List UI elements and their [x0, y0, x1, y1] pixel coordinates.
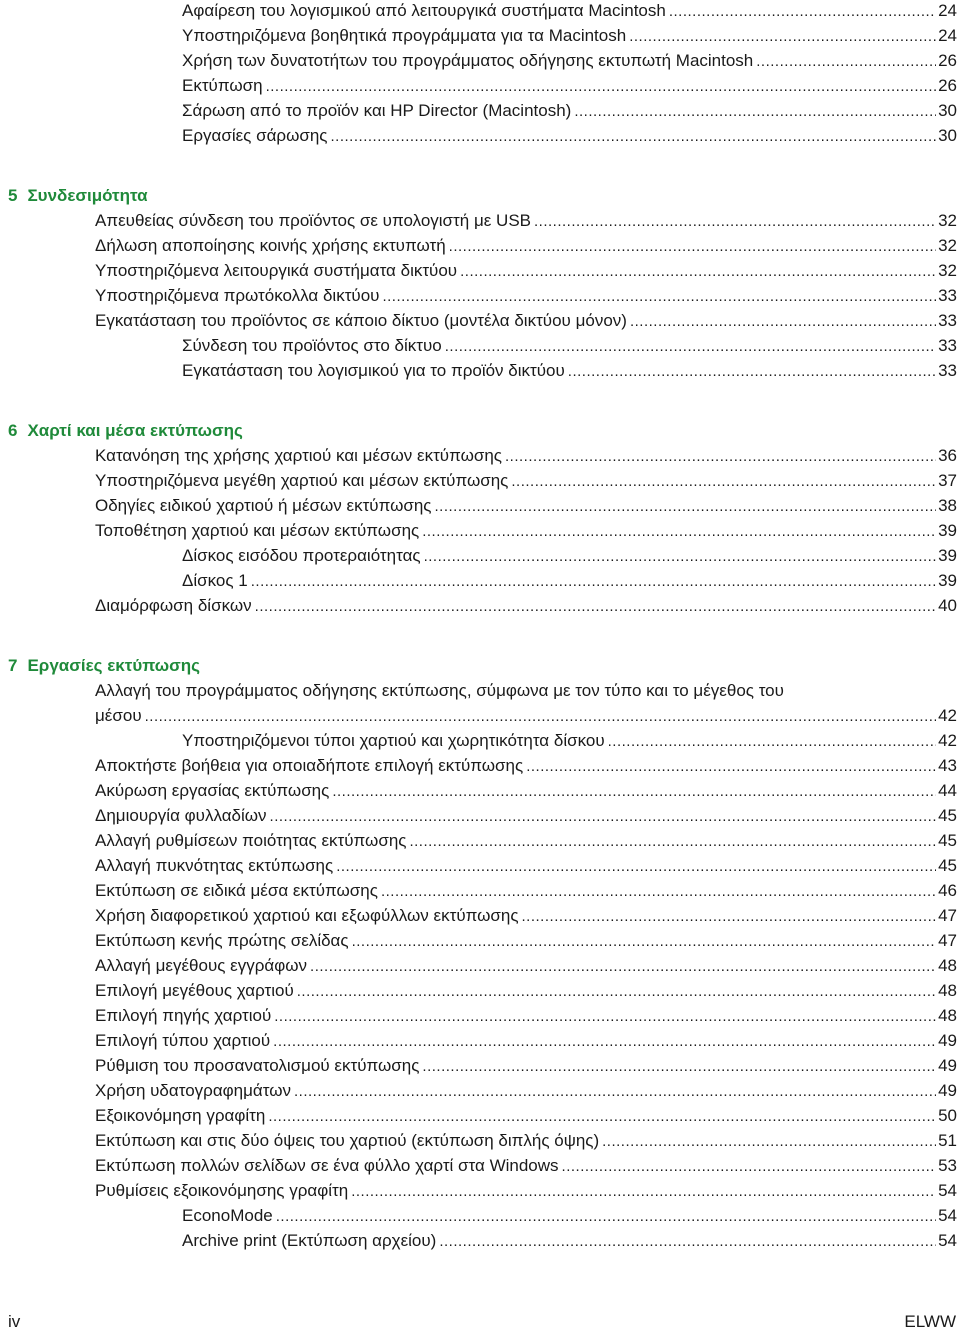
toc-entry-title: Επιλογή τύπου χαρτιού	[95, 1031, 271, 1050]
dot-leader	[268, 1106, 936, 1128]
toc-entry[interactable]	[95, 495, 957, 518]
toc-page-number: 32	[938, 236, 957, 255]
dot-leader	[439, 1231, 936, 1253]
toc-page-number: 39	[938, 521, 957, 540]
dot-leader	[608, 731, 936, 753]
toc-page-number: 33	[938, 311, 957, 330]
dot-leader	[266, 76, 937, 98]
dot-leader	[336, 856, 936, 878]
dot-leader	[449, 236, 936, 258]
toc-page-number: 33	[938, 361, 957, 380]
dot-leader	[274, 1006, 936, 1028]
toc-entry-title: μέσου	[95, 706, 142, 725]
toc-entry[interactable]	[95, 780, 957, 803]
toc-entry[interactable]	[95, 310, 957, 333]
toc-entry-title: Εργασίες σάρωσης	[182, 126, 328, 145]
toc-entry-title: Εκτύπωση κενής πρώτης σελίδας	[95, 931, 349, 950]
toc-entry[interactable]	[95, 1055, 957, 1078]
toc-page-number: 49	[938, 1031, 957, 1050]
dot-leader	[424, 546, 936, 568]
toc-entry-title: Αφαίρεση του λογισμικού από λειτουργικά συστήματα Macintosh	[182, 1, 666, 20]
toc-entry[interactable]	[95, 1180, 957, 1203]
dot-leader	[381, 881, 936, 903]
dot-leader	[522, 906, 937, 928]
dot-leader	[332, 781, 936, 803]
toc-entry[interactable]	[182, 50, 957, 73]
toc-page-number: 30	[938, 101, 957, 120]
toc-entry-title: Δήλωση αποποίησης κοινής χρήσης εκτυπωτή	[95, 236, 446, 255]
toc-page-number: 39	[938, 571, 957, 590]
toc-entry[interactable]	[95, 470, 957, 493]
toc-entry[interactable]	[95, 285, 957, 308]
toc-entry-title: Χρήση υδατογραφημάτων	[95, 1081, 291, 1100]
toc-page-number: 26	[938, 76, 957, 95]
toc-entry[interactable]	[95, 520, 957, 543]
toc-entry-title: EconoMode	[182, 1206, 273, 1225]
toc-entry-title: Ακύρωση εργασίας εκτύπωσης	[95, 781, 330, 800]
toc-page-number: 37	[938, 471, 957, 490]
chapter-heading[interactable]	[8, 655, 200, 677]
dot-leader	[270, 806, 937, 828]
toc-entry-title: Σάρωση από το προϊόν και HP Director (Macintosh)	[182, 101, 572, 120]
toc-entry-title: Αλλαγή ρυθμίσεων ποιότητας εκτύπωσης	[95, 831, 407, 850]
toc-page-number: 38	[938, 496, 957, 515]
toc-entry[interactable]	[95, 980, 957, 1003]
toc-page-number: 32	[938, 211, 957, 230]
toc-page-number: 26	[938, 51, 957, 70]
dot-leader	[422, 521, 936, 543]
toc-page-number: 46	[938, 881, 957, 900]
dot-leader	[145, 706, 936, 728]
toc-page-number: 48	[938, 1006, 957, 1025]
chapter-heading[interactable]	[8, 420, 243, 442]
toc-entry-title: Εγκατάσταση του προϊόντος σε κάποιο δίκτυο (μοντέλα δικτύου μόνον)	[95, 311, 627, 330]
toc-entry-title: Ρυθμίσεις εξοικονόμησης γραφίτη	[95, 1181, 349, 1200]
toc-page-number: 45	[938, 856, 957, 875]
dot-leader	[276, 1206, 936, 1228]
dot-leader	[352, 931, 936, 953]
toc-entry[interactable]	[182, 25, 957, 48]
toc-entry[interactable]	[182, 730, 957, 753]
dot-leader	[251, 571, 936, 593]
toc-entry[interactable]	[95, 445, 957, 468]
toc-entry[interactable]	[95, 1130, 957, 1153]
dot-leader	[445, 336, 936, 358]
toc-page-number: 44	[938, 781, 957, 800]
dot-leader	[602, 1131, 936, 1153]
toc-entry[interactable]	[182, 75, 957, 98]
toc-entry-title: Υποστηριζόμενα πρωτόκολλα δικτύου	[95, 286, 380, 305]
toc-entry-title: Οδηγίες ειδικού χαρτιού ή μέσων εκτύπωσης	[95, 496, 432, 515]
toc-entry-title: Δίσκος 1	[182, 571, 248, 590]
toc-page-number: 45	[938, 831, 957, 850]
toc-entry-title: Υποστηριζόμενοι τύποι χαρτιού και χωρητικότητα δίσκου	[182, 731, 605, 750]
toc-page-number: 50	[938, 1106, 957, 1125]
toc-entry[interactable]	[95, 905, 957, 928]
dot-leader	[382, 286, 936, 308]
page-number: iv	[8, 1312, 21, 1331]
dot-leader	[460, 261, 936, 283]
dot-leader	[255, 596, 936, 618]
toc-entry[interactable]	[95, 930, 957, 953]
toc-entry[interactable]	[95, 1005, 957, 1028]
toc-entry[interactable]	[182, 545, 957, 568]
toc-page-number: 48	[938, 981, 957, 1000]
dot-leader	[511, 471, 936, 493]
toc-entry-title: Υποστηριζόμενα μεγέθη χαρτιού και μέσων εκτύπωσης	[95, 471, 509, 490]
toc-page-number: 45	[938, 806, 957, 825]
dot-leader	[526, 756, 936, 778]
toc-entry-title: Απευθείας σύνδεση του προϊόντος σε υπολογιστή με USB	[95, 211, 531, 230]
toc-entry-title: Δημιουργία φυλλαδίων	[95, 806, 267, 825]
toc-entry[interactable]	[95, 1155, 957, 1178]
toc-entry[interactable]	[95, 1030, 957, 1053]
dot-leader	[297, 981, 936, 1003]
chapter-number: 5	[8, 186, 18, 205]
dot-leader	[310, 956, 936, 978]
toc-entry[interactable]	[95, 210, 957, 233]
toc-entry-title: Χρήση διαφορετικού χαρτιού και εξωφύλλων εκτύπωσης	[95, 906, 519, 925]
toc-entry-title: Εκτύπωση σε ειδικά μέσα εκτύπωσης	[95, 881, 378, 900]
chapter-title: Συνδεσιμότητα	[27, 186, 148, 205]
toc-entry[interactable]	[95, 755, 957, 778]
dot-leader	[505, 446, 936, 468]
toc-page-number: 24	[938, 1, 957, 20]
toc-page-number: 42	[938, 706, 957, 725]
toc-entry[interactable]	[182, 1230, 957, 1253]
toc-entry[interactable]	[95, 1080, 957, 1103]
toc-page-number: 36	[938, 446, 957, 465]
toc-entry[interactable]	[182, 570, 957, 593]
toc-entry[interactable]	[182, 125, 957, 148]
toc-page-number: 40	[938, 596, 957, 615]
toc-entry-title: Ρύθμιση του προσανατολισμού εκτύπωσης	[95, 1056, 420, 1075]
dot-leader	[756, 51, 936, 73]
toc-entry-title: Εκτύπωση πολλών σελίδων σε ένα φύλλο χαρτί στα Windows	[95, 1156, 559, 1175]
toc-entry-title: Αλλαγή μεγέθους εγγράφων	[95, 956, 308, 975]
toc-entry[interactable]	[95, 595, 957, 618]
dot-leader	[562, 1156, 937, 1178]
toc-entry-title: Δίσκος εισόδου προτεραιότητας	[182, 546, 421, 565]
toc-entry-title: Υποστηριζόμενα βοηθητικά προγράμματα για τα Macintosh	[182, 26, 627, 45]
toc-page-number: 47	[938, 931, 957, 950]
dot-leader	[629, 26, 936, 48]
dot-leader	[435, 496, 937, 518]
toc-page-number: 48	[938, 956, 957, 975]
toc-page-number: 24	[938, 26, 957, 45]
toc-entry-title: Σύνδεση του προϊόντος στο δίκτυο	[182, 336, 442, 355]
toc-page-number: 54	[938, 1231, 957, 1250]
toc-entry-title: Αλλαγή πυκνότητας εκτύπωσης	[95, 856, 334, 875]
toc-entry[interactable]	[95, 955, 957, 978]
toc-entry[interactable]	[95, 1105, 957, 1128]
chapter-title: Χαρτί και μέσα εκτύπωσης	[27, 421, 243, 440]
toc-entry[interactable]	[95, 830, 957, 853]
toc-entry[interactable]	[182, 1205, 957, 1228]
toc-entry-title: Αλλαγή του προγράμματος οδήγησης εκτύπωσης, σύμφωνα με τον τύπο και το μέγεθος του	[95, 681, 784, 700]
dot-leader	[574, 101, 936, 123]
toc-page-number: 30	[938, 126, 957, 145]
toc-entry[interactable]	[95, 260, 957, 283]
toc-entry-title: Archive print (Εκτύπωση αρχείου)	[182, 1231, 437, 1250]
toc-entry-title: Επιλογή μεγέθους χαρτιού	[95, 981, 294, 1000]
toc-entry-title: Αποκτήστε βοήθεια για οποιαδήποτε επιλογή εκτύπωσης	[95, 756, 524, 775]
dot-leader	[669, 1, 936, 23]
chapter-number: 6	[8, 421, 18, 440]
dot-leader	[351, 1181, 936, 1203]
toc-entry[interactable]	[182, 100, 957, 123]
toc-entry-title: Επιλογή πηγής χαρτιού	[95, 1006, 272, 1025]
chapter-number: 7	[8, 656, 18, 675]
toc-entry-title: Υποστηριζόμενα λειτουργικά συστήματα δικτύου	[95, 261, 458, 280]
dot-leader	[630, 311, 936, 333]
toc-page-number: 47	[938, 906, 957, 925]
toc-entry[interactable]	[95, 855, 957, 878]
toc-page-number: 53	[938, 1156, 957, 1175]
toc-entry-title: Εξοικονόμηση γραφίτη	[95, 1106, 266, 1125]
toc-page-number: 54	[938, 1181, 957, 1200]
toc-entry-title: Εκτύπωση	[182, 76, 263, 95]
toc-entry[interactable]	[182, 0, 957, 23]
toc-page-number: 54	[938, 1206, 957, 1225]
toc-page-number: 33	[938, 336, 957, 355]
chapter-heading[interactable]	[8, 185, 148, 207]
toc-entry-title: Εκτύπωση και στις δύο όψεις του χαρτιού (εκτύπωση διπλής όψης)	[95, 1131, 600, 1150]
dot-leader	[422, 1056, 936, 1078]
toc-entry-title: Εγκατάσταση του λογισμικού για το προϊόν δικτύου	[182, 361, 565, 380]
dot-leader	[534, 211, 936, 233]
dot-leader	[331, 126, 937, 148]
toc-entry[interactable]	[95, 235, 957, 258]
toc-page-number: 42	[938, 731, 957, 750]
dot-leader	[568, 361, 936, 383]
toc-entry[interactable]	[182, 335, 957, 358]
toc-page-number: 43	[938, 756, 957, 775]
dot-leader	[409, 831, 936, 853]
toc-entry[interactable]	[95, 805, 957, 828]
toc-entry[interactable]	[95, 880, 957, 903]
toc-entry-title: Τοποθέτηση χαρτιού και μέσων εκτύπωσης	[95, 521, 420, 540]
toc-entry-title: Διαμόρφωση δίσκων	[95, 596, 252, 615]
toc-page-number: 32	[938, 261, 957, 280]
toc-page-number: 51	[938, 1131, 957, 1150]
toc-page-number: 49	[938, 1081, 957, 1100]
toc-page-number: 33	[938, 286, 957, 305]
toc-entry[interactable]	[95, 705, 957, 728]
toc-page-number: 39	[938, 546, 957, 565]
toc-entry-title: Χρήση των δυνατοτήτων του προγράμματος οδήγησης εκτυπωτή Macintosh	[182, 51, 754, 70]
toc-entry[interactable]	[182, 360, 957, 383]
toc-page-number: 49	[938, 1056, 957, 1075]
dot-leader	[294, 1081, 936, 1103]
chapter-title: Εργασίες εκτύπωσης	[27, 656, 201, 675]
footer-brand: ELWW	[904, 1312, 956, 1331]
toc-entry-title: Κατανόηση της χρήσης χαρτιού και μέσων εκτύπωσης	[95, 446, 503, 465]
dot-leader	[273, 1031, 936, 1053]
